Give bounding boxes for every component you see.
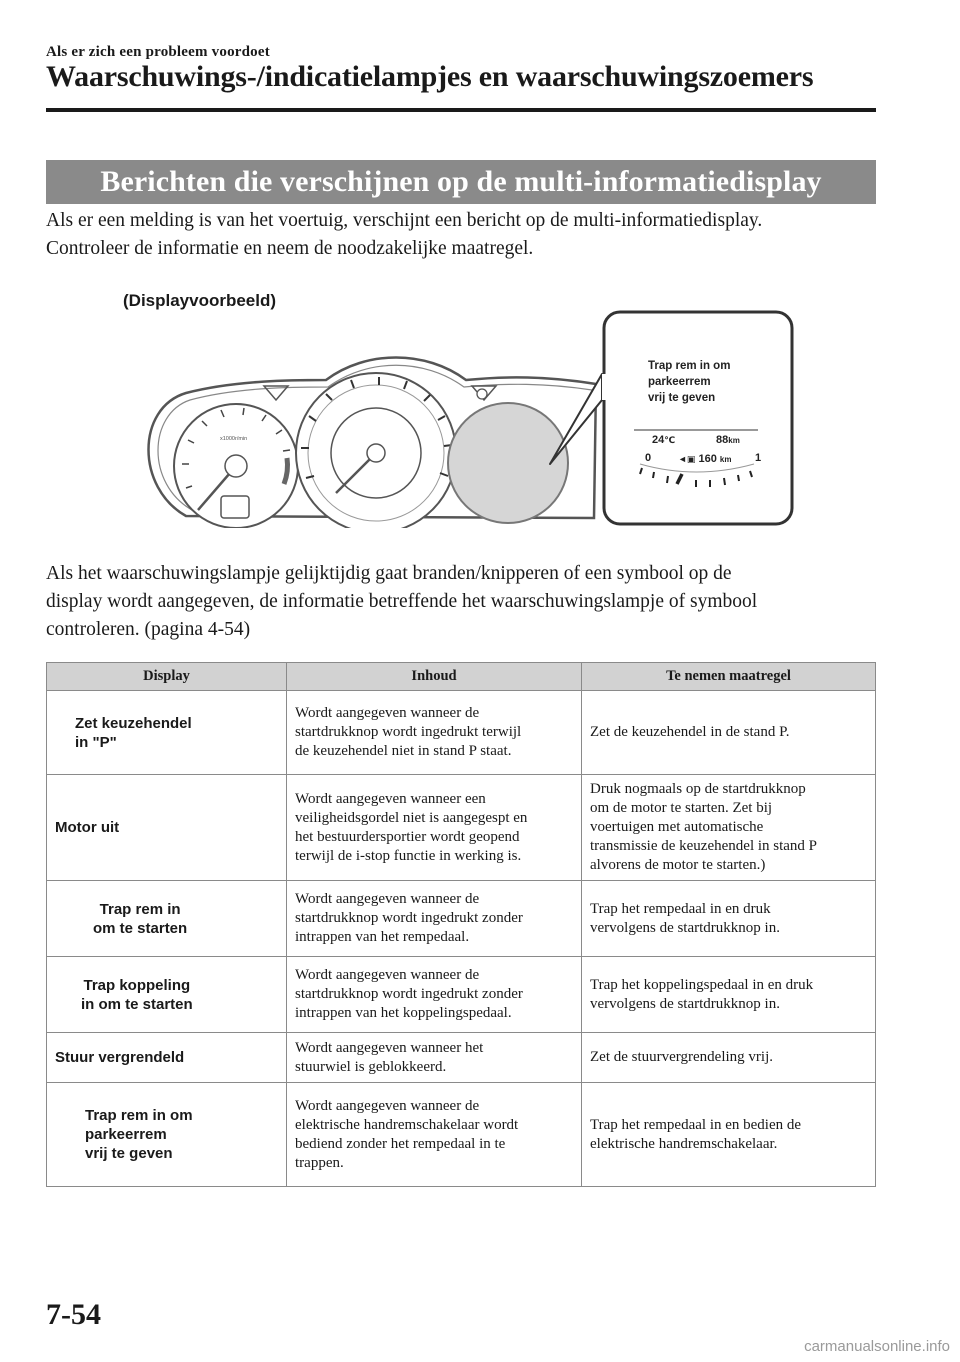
temperature-readout xyxy=(652,434,675,446)
action-cell xyxy=(582,1033,876,1083)
display-cell xyxy=(47,1033,287,1083)
action-line: Druk nogmaals op de startdrukknop xyxy=(590,781,806,797)
content-line: Wordt aangegeven wanneer de xyxy=(295,1097,480,1114)
content-line: Wordt aangegeven wanneer de xyxy=(295,967,480,983)
display-cell xyxy=(47,775,287,881)
instrument-cluster-illustration xyxy=(146,288,806,528)
content-line: veiligheidsgordel niet is aangegespt en xyxy=(295,809,528,826)
content-line: startdrukknop wordt ingedrukt terwijl xyxy=(295,724,522,740)
display-line: Trap rem in om xyxy=(85,1107,193,1124)
display-line: om te starten xyxy=(93,919,188,937)
table-row xyxy=(47,691,876,775)
figure-caption: (Displayvoorbeeld) xyxy=(123,291,277,310)
action-line: Zet de keuzehendel in de stand P. xyxy=(590,724,790,740)
content-line: elektrische handremschakelaar wordt xyxy=(295,1116,519,1133)
content-line: intrappen van het rempedaal. xyxy=(295,929,470,945)
action-line: alvorens de motor te starten.) xyxy=(590,857,766,873)
chapter-title: Waarschuwings-/indicatielampjes en waarschuwingszoemers xyxy=(46,60,814,93)
action-line: Trap het rempedaal in en bedien de xyxy=(590,1116,802,1133)
action-line: Trap het koppelingspedaal in en druk xyxy=(590,976,814,993)
fuel-pump-icon: ◄▣ xyxy=(678,454,696,464)
content-line: startdrukknop wordt ingedrukt zonder xyxy=(295,910,523,926)
intro-line: Als er een melding is van het voertuig, verschijnt een bericht op de multi-informatiedisplay. xyxy=(46,210,763,231)
action-cell xyxy=(582,881,876,957)
indicator-dot xyxy=(477,389,487,399)
display-line: parkeerrem xyxy=(85,1126,167,1143)
display-block xyxy=(93,900,187,938)
content-cell xyxy=(287,1033,582,1083)
action-line: om de motor te starten. Zet bij xyxy=(590,800,773,816)
display-cell xyxy=(47,957,287,1033)
display-cell xyxy=(47,691,287,775)
fuel-gauge-max: 1 xyxy=(755,452,762,464)
content-line: Wordt aangegeven wanneer de xyxy=(295,705,480,721)
page-number: 7-54 xyxy=(46,1298,101,1331)
display-line: Stuur vergrendeld xyxy=(55,1049,185,1066)
action-line: vervolgens de startdrukknop in. xyxy=(590,919,780,936)
range-unit: km xyxy=(728,436,740,445)
display-message-line: Trap rem in om xyxy=(648,360,731,372)
action-cell xyxy=(582,691,876,775)
action-line: elektrische handremschakelaar. xyxy=(590,1135,778,1152)
content-cell xyxy=(287,881,582,957)
content-line: intrappen van het koppelingspedaal. xyxy=(295,1005,512,1021)
watermark: carmanualsonline.info xyxy=(804,1338,950,1355)
content-cell xyxy=(287,775,582,881)
section-title: Berichten die verschijnen op de multi-informatiedisplay xyxy=(46,160,876,204)
display-message-line: vrij te geven xyxy=(648,392,716,404)
action-cell xyxy=(582,1083,876,1187)
display-block xyxy=(81,976,193,1014)
content-line: stuurwiel is geblokkeerd. xyxy=(295,1058,447,1075)
display-message xyxy=(648,358,768,406)
messages-table xyxy=(46,662,876,1187)
range-value: 88 xyxy=(716,434,729,446)
display-line: Zet keuzehendel xyxy=(75,714,192,732)
action-line: vervolgens de startdrukknop in. xyxy=(590,995,780,1012)
display-line: Trap rem in xyxy=(99,900,181,918)
temperature-unit: ℃ xyxy=(664,435,676,445)
paragraph-line: display wordt aangegeven, de informatie betreffende het waarschuwingslampje of symbool xyxy=(46,591,758,612)
column-header-display: Display xyxy=(47,663,287,691)
action-line: voertuigen met automatische xyxy=(590,819,764,835)
table-header-row xyxy=(47,663,876,691)
odometer-value: 160 xyxy=(698,453,717,465)
action-cell xyxy=(582,775,876,881)
content-line: terwijl de i-stop functie in werking is. xyxy=(295,847,522,864)
display-line: vrij te geven xyxy=(85,1145,173,1162)
intro-line: Controleer de informatie en neem de noodzakelijke maatregel. xyxy=(46,238,534,259)
content-line: de keuzehendel niet in stand P staat. xyxy=(295,743,512,759)
content-line: startdrukknop wordt ingedrukt zonder xyxy=(295,986,523,1002)
warning-lamp-paragraph xyxy=(46,560,896,644)
table-row xyxy=(47,1083,876,1187)
paragraph-line: Als het waarschuwingslampje gelijktijdig gaat branden/knipperen of een symbool op de xyxy=(46,563,732,584)
fuel-gauge-min: 0 xyxy=(645,452,652,464)
gear-indicator xyxy=(221,496,249,518)
action-line: Zet de stuurvergrendeling vrij. xyxy=(590,1049,774,1065)
content-line: Wordt aangegeven wanneer een xyxy=(295,790,486,807)
tachometer-unit: x1000r/min xyxy=(220,436,248,442)
content-line: Wordt aangegeven wanneer de xyxy=(295,891,480,907)
action-cell xyxy=(582,957,876,1033)
display-message-line: parkeerrem xyxy=(648,376,711,388)
callout-frame xyxy=(604,312,792,524)
column-header-content: Inhoud xyxy=(287,663,582,691)
paragraph-line: controleren. (pagina 4-54) xyxy=(46,619,251,640)
content-cell xyxy=(287,691,582,775)
table-row xyxy=(47,957,876,1033)
intro-paragraph xyxy=(46,207,886,263)
display-cell xyxy=(47,881,287,957)
table-row xyxy=(47,1033,876,1083)
temperature-value: 24 xyxy=(652,434,665,446)
odometer-unit: km xyxy=(719,455,732,464)
display-line: in om te starten xyxy=(81,995,193,1013)
action-line: Trap het rempedaal in en druk xyxy=(590,900,771,917)
tachometer-hub xyxy=(225,455,247,477)
action-line: transmissie de keuzehendel in stand P xyxy=(590,838,818,854)
speedometer-hub xyxy=(367,444,385,462)
content-cell xyxy=(287,957,582,1033)
display-cell xyxy=(47,1083,287,1187)
column-header-action: Te nemen maatregel xyxy=(582,663,876,691)
content-line: trappen. xyxy=(295,1154,344,1171)
content-line: bediend zonder het rempedaal in te xyxy=(295,1135,506,1152)
content-line: het bestuurdersportier wordt geopend xyxy=(295,828,520,845)
content-cell xyxy=(287,1083,582,1187)
display-line: in "P" xyxy=(75,733,117,751)
odometer-readout xyxy=(678,453,731,465)
breadcrumb: Als er zich een probleem voordoet xyxy=(46,44,270,60)
content-line: Wordt aangegeven wanneer het xyxy=(295,1039,484,1056)
table-row xyxy=(47,881,876,957)
display-line: Trap koppeling xyxy=(83,976,191,994)
display-line: Motor uit xyxy=(55,819,120,836)
range-readout xyxy=(716,434,740,446)
title-rule xyxy=(46,108,876,112)
table-row xyxy=(47,775,876,881)
